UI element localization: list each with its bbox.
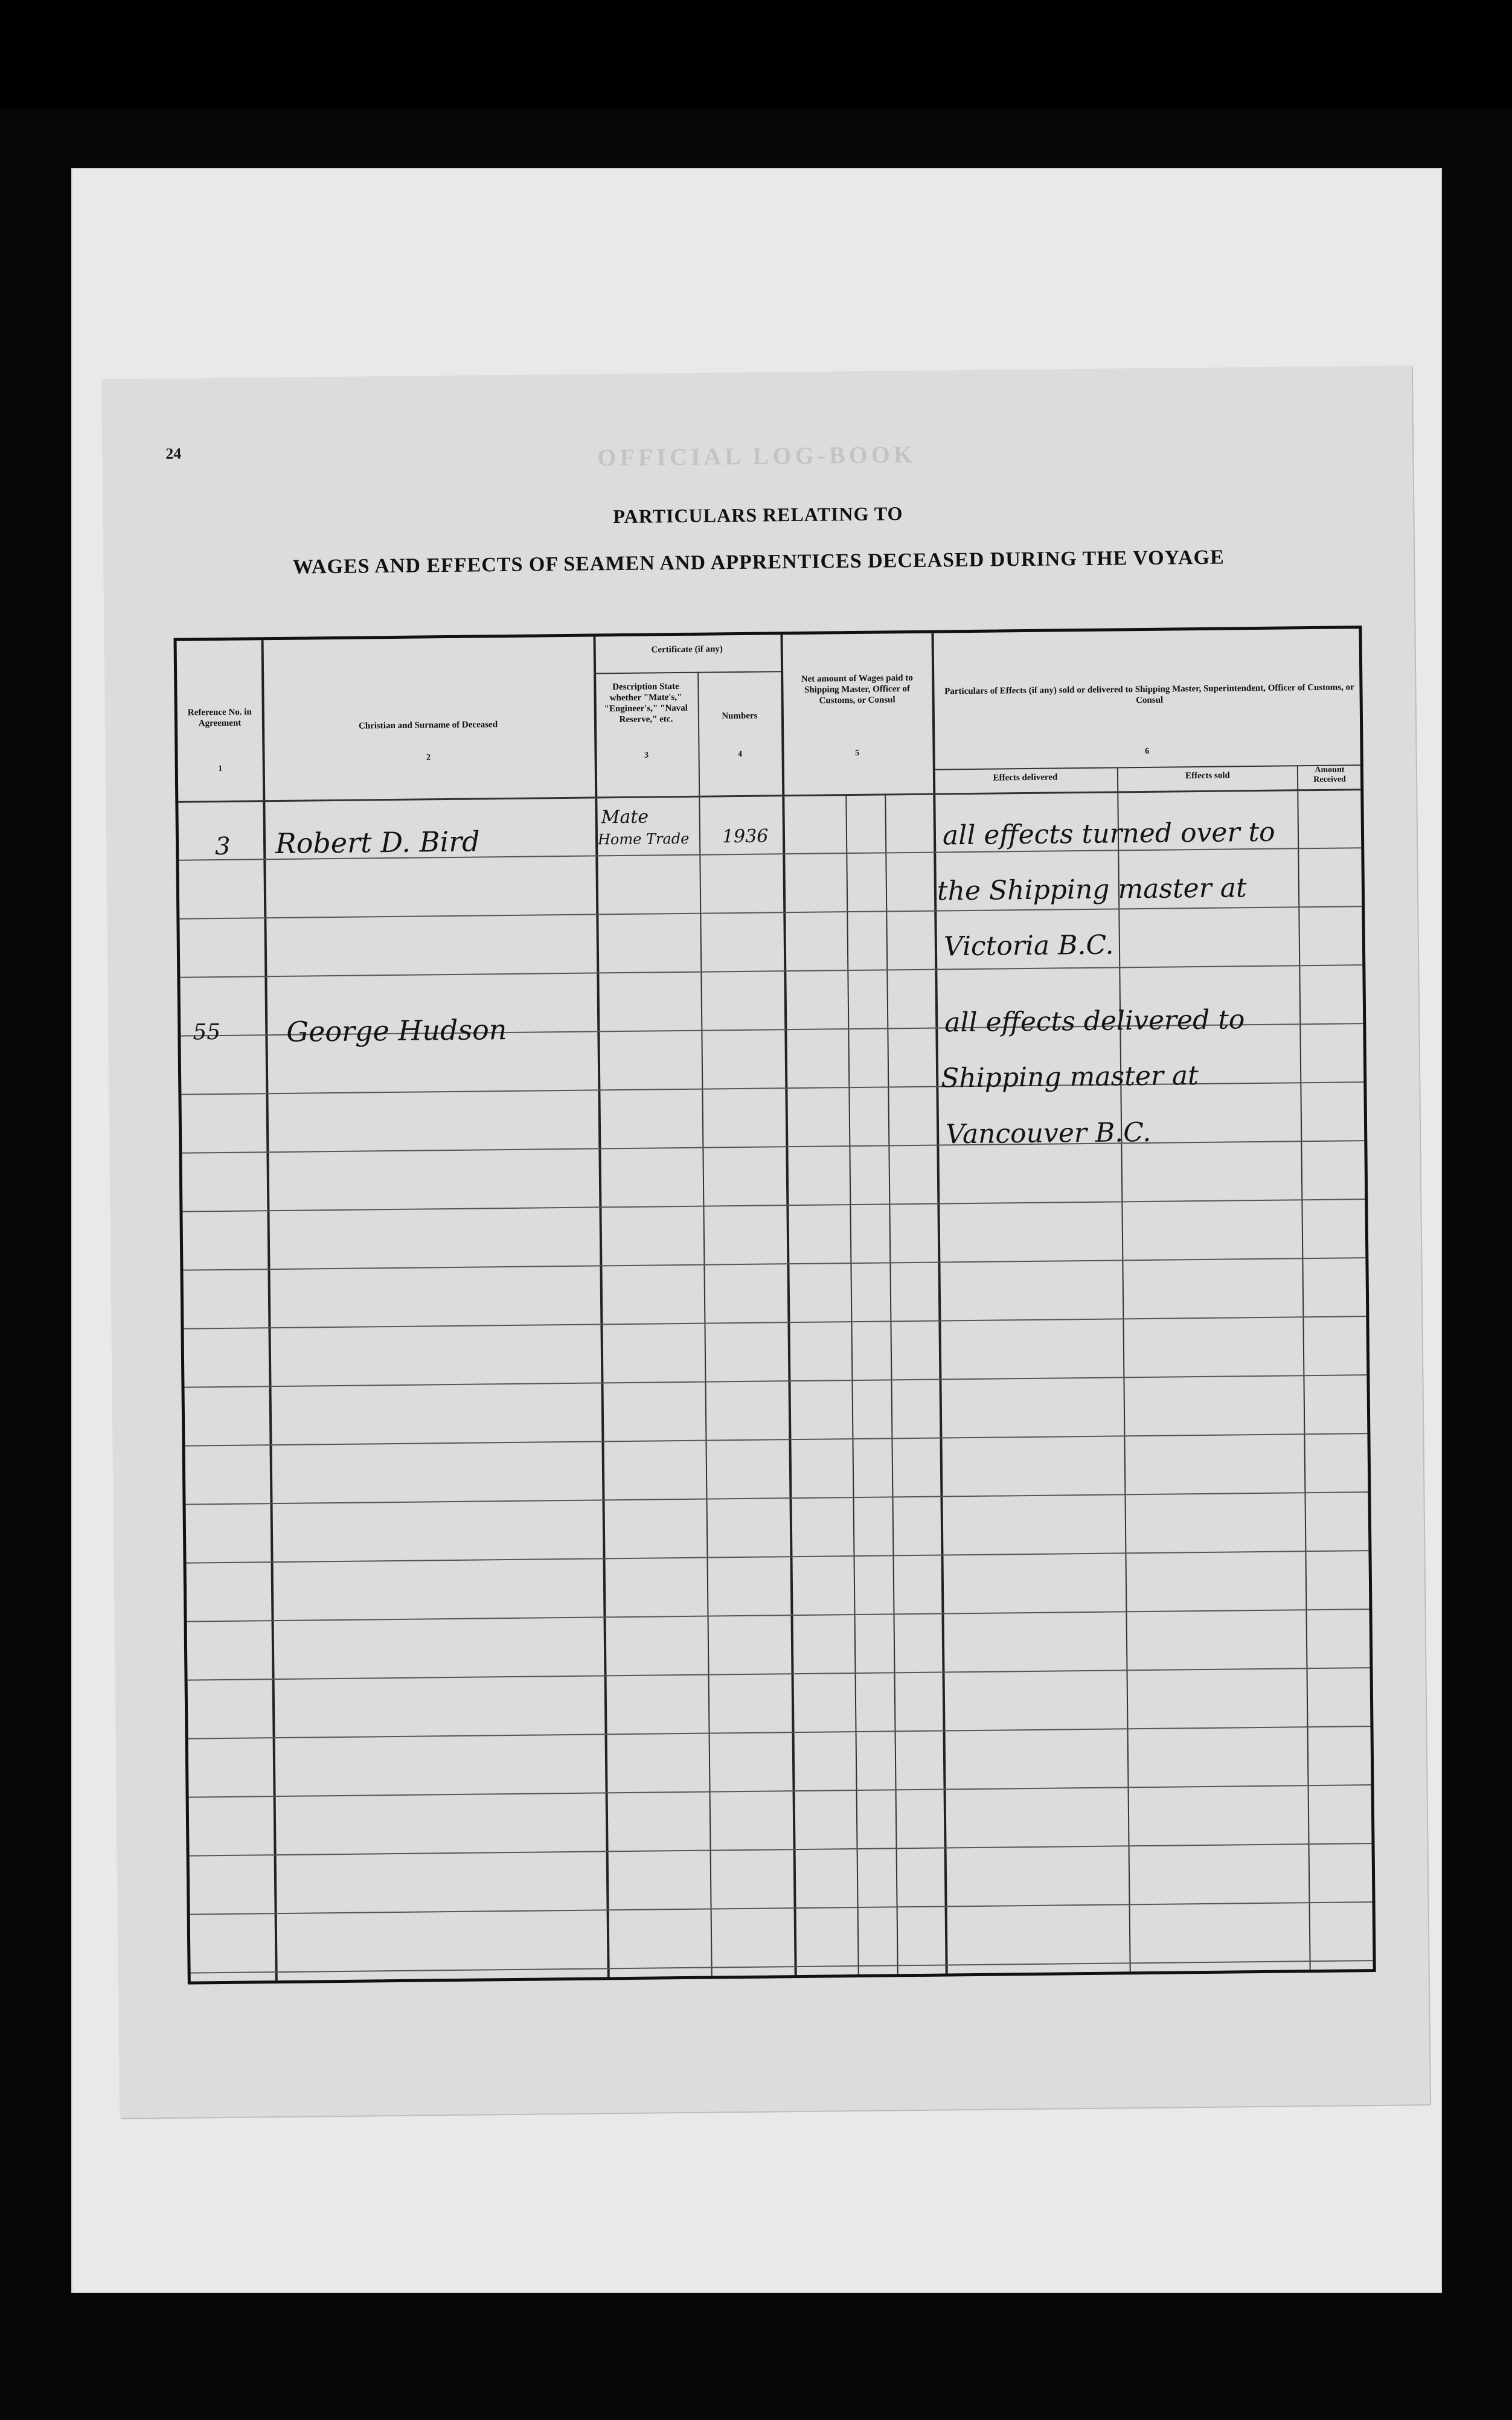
row-rule <box>190 1901 1373 1915</box>
row-rule <box>186 1491 1368 1505</box>
log-book-page <box>101 365 1430 2118</box>
wages-subcol-2 <box>885 793 898 1974</box>
entry-2-effects-line2: Shipping master at <box>940 1060 1199 1094</box>
entry-1-description-line1: Mate <box>601 806 649 828</box>
entry-2-ref: 55 <box>193 1019 221 1045</box>
row-rule <box>183 1257 1365 1271</box>
header-certificate: Certificate (if any) <box>651 644 723 655</box>
header-wages: Net amount of Wages paid to Shipping Master, Officer of Customs, or Consul <box>801 673 913 706</box>
col-divider-6a <box>1117 767 1131 1971</box>
bleed-through-text: OFFICIAL LOG-BOOK <box>597 440 917 472</box>
row-rule <box>187 1550 1369 1564</box>
entry-1-effects-line3: Victoria B.C. <box>943 929 1114 962</box>
row-rule <box>191 1960 1373 1974</box>
certificate-group-rule <box>594 671 781 674</box>
column-number-2: 2 <box>426 753 431 763</box>
header-description: Description State whether "Mate's," "Engineer's," "Naval Reserve," etc. <box>604 682 688 725</box>
entry-1-effects-line1: all effects turned over to <box>942 816 1275 851</box>
entry-1-description-line2: Home Trade <box>597 830 690 848</box>
row-rule <box>189 1784 1371 1798</box>
column-number-5: 5 <box>854 748 860 758</box>
entry-1-number: 1936 <box>722 825 769 848</box>
row-rule <box>184 1374 1366 1388</box>
col-divider-4 <box>780 635 796 1975</box>
row-rule <box>187 1609 1369 1622</box>
column-number-4: 4 <box>737 749 743 759</box>
deceased-effects-table <box>173 626 1376 1984</box>
row-rules <box>177 629 1359 641</box>
column-number-3: 3 <box>644 751 649 760</box>
header-effects-particulars: Particulars of Effects (if any) sold or delivered to Shipping Master, Superintendent, Officer of Customs, or Consul <box>944 682 1354 706</box>
column-number-1: 1 <box>218 764 223 774</box>
header-amount-received: Amount Received <box>1313 765 1346 785</box>
entry-2-name: George Hudson <box>286 1013 507 1048</box>
row-rule <box>182 1140 1364 1154</box>
col-divider-6b <box>1297 765 1311 1970</box>
row-rule <box>179 906 1362 920</box>
header-effects-delivered: Effects delivered <box>993 772 1058 783</box>
header-name: Christian and Surname of Deceased <box>358 720 498 731</box>
effects-group-rule <box>933 764 1360 770</box>
entry-1-name: Robert D. Bird <box>275 825 480 860</box>
entry-2-effects-line3: Vancouver B.C. <box>945 1116 1152 1150</box>
entry-2-effects-line1: all effects delivered to <box>944 1004 1245 1039</box>
entry-1-ref: 3 <box>214 832 231 861</box>
row-rule <box>190 1843 1372 1857</box>
entry-1-effects-line2: the Shipping master at <box>937 872 1247 907</box>
column-number-6: 6 <box>1144 746 1150 756</box>
row-rule <box>185 1433 1367 1447</box>
wages-subcol-1 <box>845 794 859 1974</box>
page-title-line1: PARTICULARS RELATING TO <box>613 502 903 528</box>
microfilm-border <box>0 0 1512 109</box>
row-rule <box>188 1726 1371 1740</box>
header-numbers: Numbers <box>722 711 758 722</box>
page-title-line2: WAGES AND EFFECTS OF SEAMEN AND APPRENTICES DECEASED DURING THE VOYAGE <box>292 546 1225 578</box>
header-effects-sold: Effects sold <box>1185 770 1230 781</box>
header-reference-no: Reference No. in Agreement <box>187 707 252 729</box>
row-rule <box>180 964 1362 978</box>
header-bottom-rule <box>178 789 1360 803</box>
row-rule <box>188 1667 1370 1681</box>
page-number: 24 <box>165 444 182 463</box>
row-rule <box>182 1199 1365 1212</box>
row-rule <box>184 1316 1366 1330</box>
